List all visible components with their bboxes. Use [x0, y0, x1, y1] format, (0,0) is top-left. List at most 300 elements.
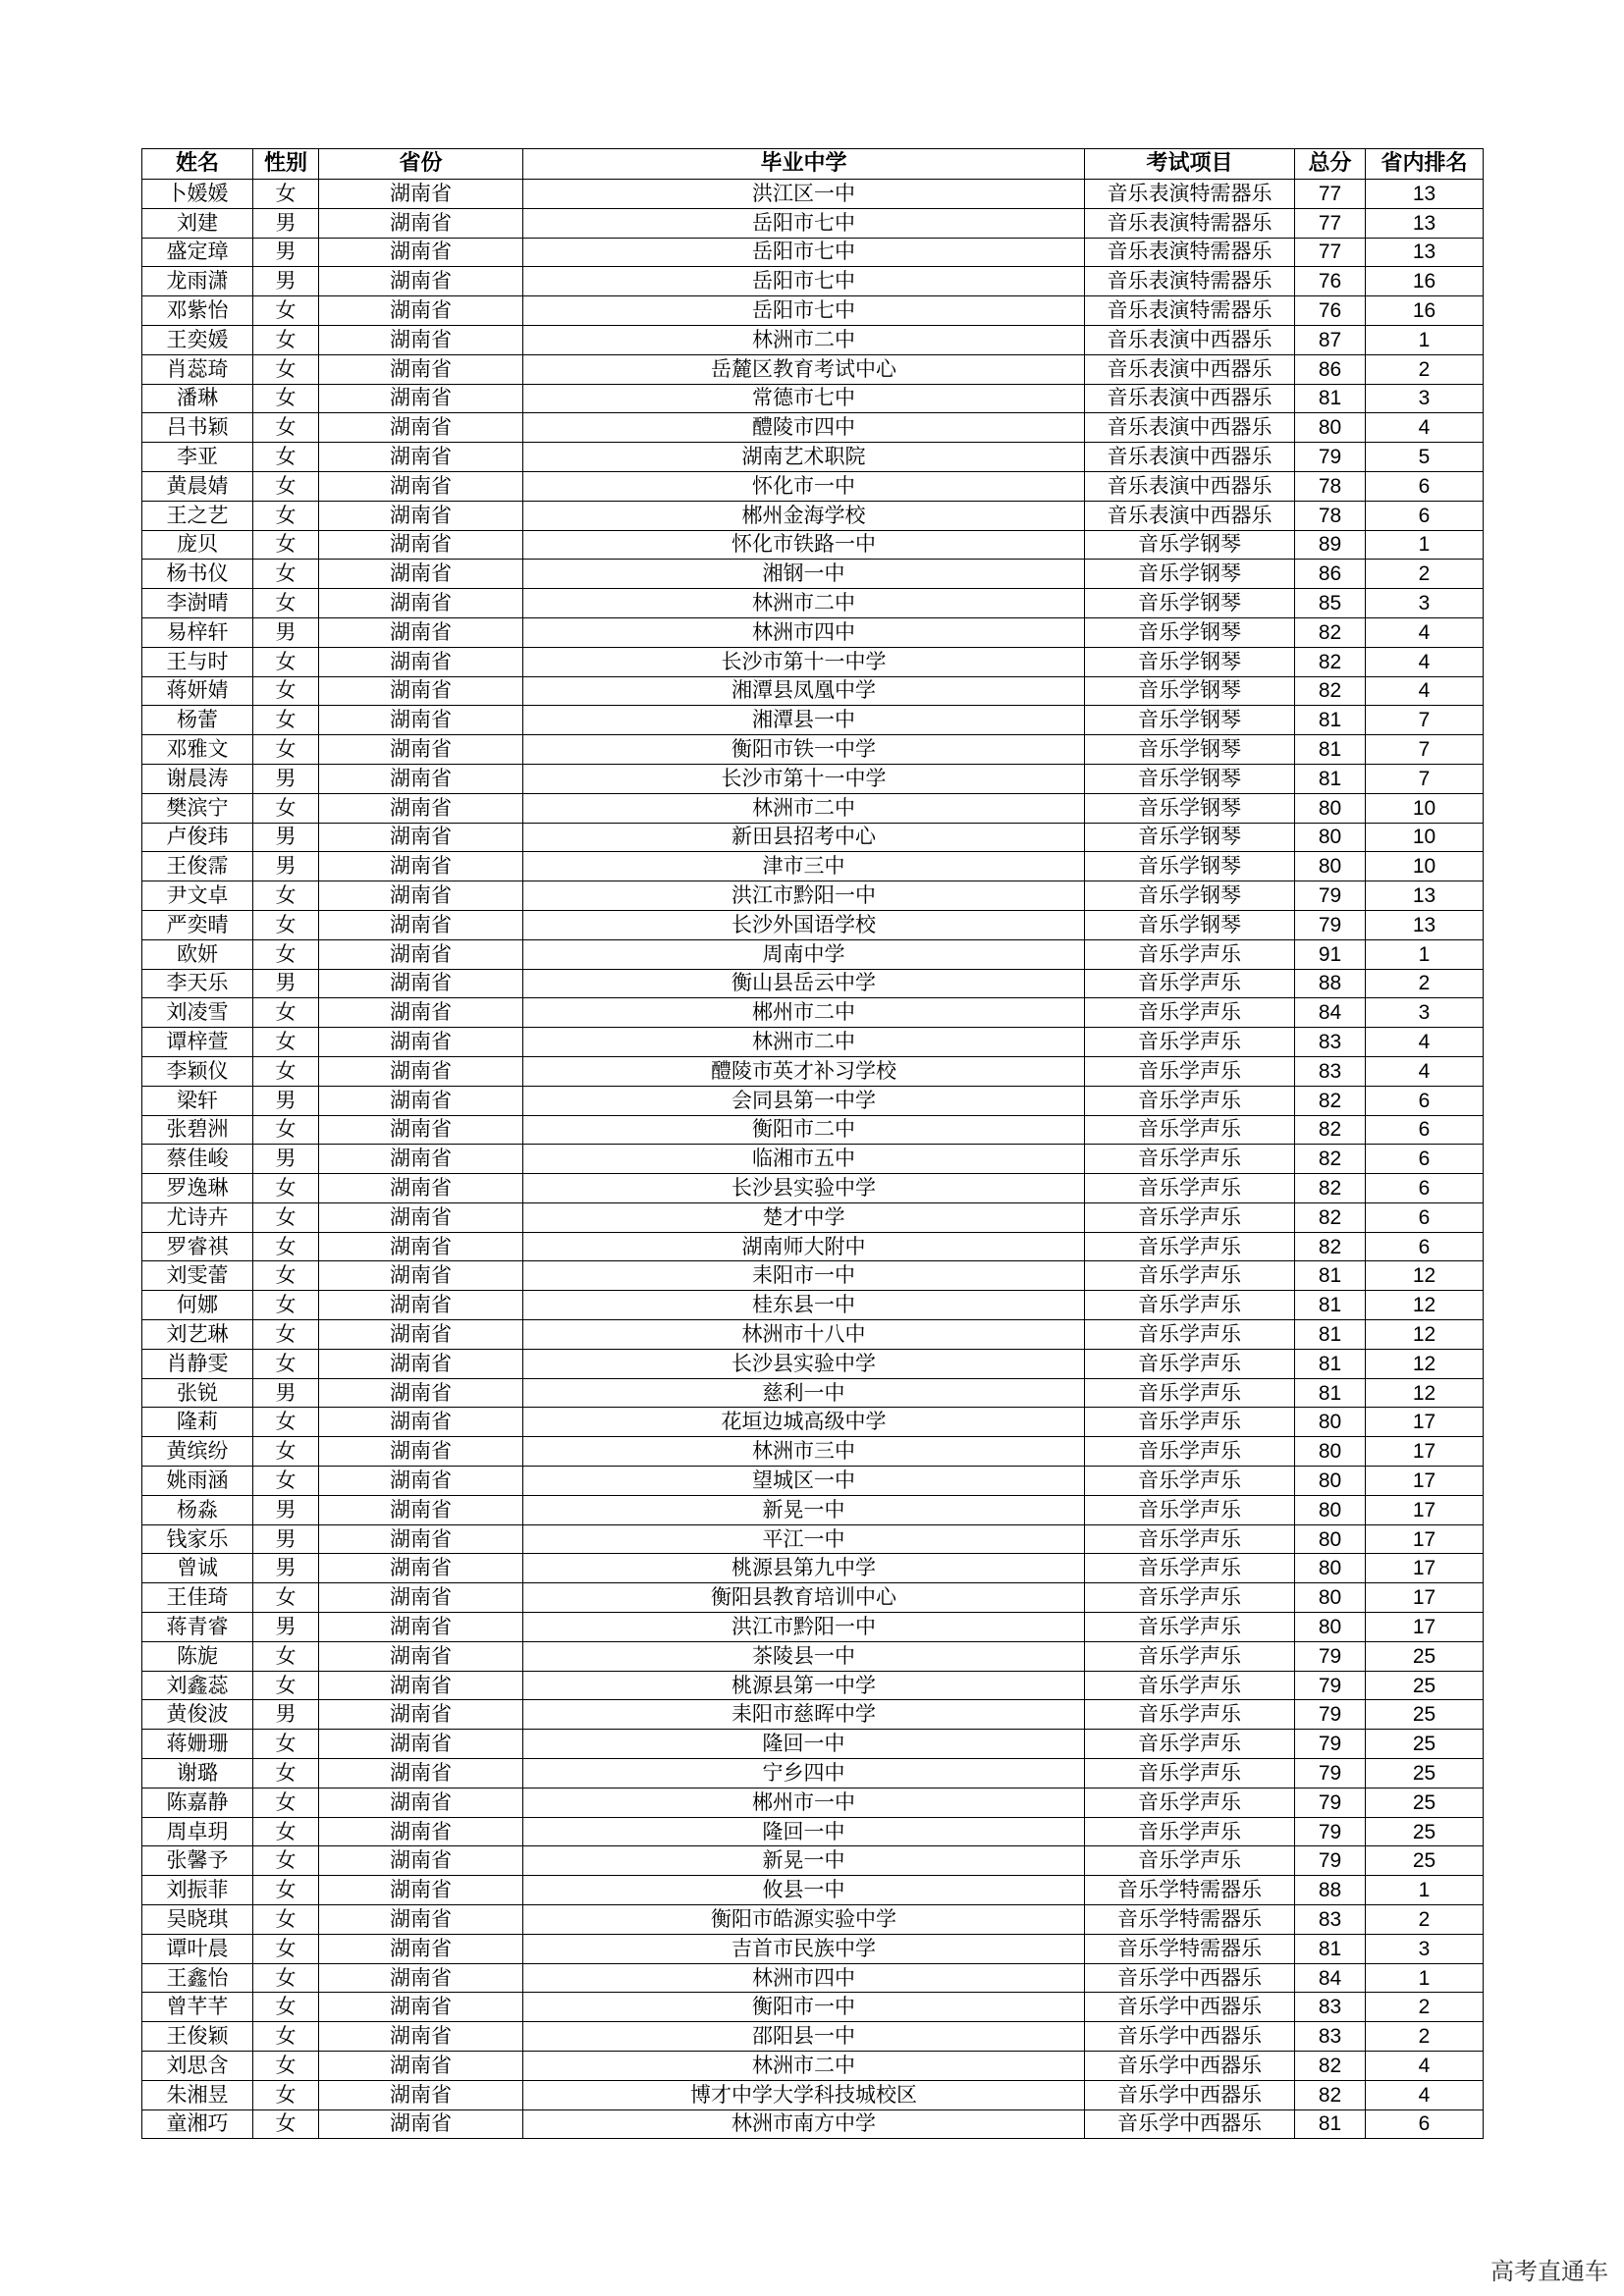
cell-score: 82: [1295, 1232, 1366, 1261]
cell-gender: 女: [253, 2022, 319, 2052]
cell-name: 邓紫怡: [142, 296, 253, 326]
table-row: [142, 998, 1484, 1028]
cell-name: 杨淼: [142, 1495, 253, 1524]
cell-name: 蒋妍婧: [142, 676, 253, 706]
cell-province: 湖南省: [319, 1583, 523, 1613]
cell-rank: 17: [1366, 1524, 1484, 1554]
cell-score: 82: [1295, 1145, 1366, 1174]
cell-school: 慈利一中: [523, 1378, 1085, 1408]
table-row: [142, 1261, 1484, 1291]
cell-exam-item: 音乐学声乐: [1085, 1788, 1295, 1817]
cell-exam-item: 音乐学中西器乐: [1085, 2080, 1295, 2109]
cell-rank: 12: [1366, 1261, 1484, 1291]
cell-name: 黄缤纷: [142, 1437, 253, 1467]
table-row: [142, 969, 1484, 998]
cell-province: 湖南省: [319, 647, 523, 676]
cell-score: 83: [1295, 1993, 1366, 2022]
cell-exam-item: 音乐学声乐: [1085, 1730, 1295, 1759]
table-row: [142, 1846, 1484, 1876]
cell-province: 湖南省: [319, 1467, 523, 1496]
cell-score: 81: [1295, 1378, 1366, 1408]
cell-school: 林洲市二中: [523, 325, 1085, 354]
cell-exam-item: 音乐表演中西器乐: [1085, 384, 1295, 413]
cell-gender: 男: [253, 1145, 319, 1174]
cell-gender: 女: [253, 325, 319, 354]
cell-school: 平江一中: [523, 1524, 1085, 1554]
cell-exam-item: 音乐学声乐: [1085, 1028, 1295, 1057]
table-row: [142, 1086, 1484, 1115]
cell-exam-item: 音乐学声乐: [1085, 1613, 1295, 1642]
cell-gender: 女: [253, 881, 319, 911]
cell-name: 邓雅文: [142, 735, 253, 765]
cell-rank: 25: [1366, 1641, 1484, 1671]
cell-exam-item: 音乐表演中西器乐: [1085, 471, 1295, 501]
cell-name: 曾诚: [142, 1554, 253, 1583]
cell-rank: 25: [1366, 1759, 1484, 1789]
cell-gender: 女: [253, 354, 319, 384]
cell-name: 罗逸琳: [142, 1174, 253, 1203]
cell-school: 郴州金海学校: [523, 501, 1085, 530]
cell-gender: 女: [253, 1730, 319, 1759]
header-province: 省份: [319, 149, 523, 180]
cell-province: 湖南省: [319, 180, 523, 209]
cell-name: 龙雨潇: [142, 267, 253, 296]
cell-exam-item: 音乐学特需器乐: [1085, 1876, 1295, 1905]
cell-province: 湖南省: [319, 1202, 523, 1232]
cell-rank: 4: [1366, 413, 1484, 443]
cell-score: 79: [1295, 1846, 1366, 1876]
cell-province: 湖南省: [319, 939, 523, 969]
cell-rank: 17: [1366, 1408, 1484, 1437]
cell-exam-item: 音乐学钢琴: [1085, 647, 1295, 676]
cell-exam-item: 音乐学中西器乐: [1085, 1993, 1295, 2022]
cell-province: 湖南省: [319, 764, 523, 793]
cell-score: 81: [1295, 1934, 1366, 1963]
header-school: 毕业中学: [523, 149, 1085, 180]
cell-rank: 16: [1366, 267, 1484, 296]
table-row: [142, 1378, 1484, 1408]
table-row: [142, 530, 1484, 560]
cell-province: 湖南省: [319, 1291, 523, 1320]
cell-exam-item: 音乐学声乐: [1085, 1437, 1295, 1467]
table-row: [142, 1467, 1484, 1496]
cell-gender: 女: [253, 560, 319, 589]
cell-gender: 女: [253, 2109, 319, 2139]
cell-province: 湖南省: [319, 443, 523, 472]
cell-school: 岳阳市七中: [523, 267, 1085, 296]
cell-score: 81: [1295, 1261, 1366, 1291]
cell-rank: 13: [1366, 881, 1484, 911]
table-row: [142, 706, 1484, 735]
table-row: [142, 1437, 1484, 1467]
cell-gender: 男: [253, 1524, 319, 1554]
cell-school: 临湘市五中: [523, 1145, 1085, 1174]
cell-name: 杨书仪: [142, 560, 253, 589]
table-row: [142, 471, 1484, 501]
cell-score: 80: [1295, 1554, 1366, 1583]
cell-exam-item: 音乐学声乐: [1085, 1115, 1295, 1145]
cell-school: 林洲市二中: [523, 1028, 1085, 1057]
cell-province: 湖南省: [319, 1934, 523, 1963]
cell-school: 林洲市二中: [523, 793, 1085, 823]
cell-score: 82: [1295, 1174, 1366, 1203]
cell-exam-item: 音乐学声乐: [1085, 1846, 1295, 1876]
cell-exam-item: 音乐学声乐: [1085, 939, 1295, 969]
cell-province: 湖南省: [319, 1495, 523, 1524]
cell-school: 湖南师大附中: [523, 1232, 1085, 1261]
cell-name: 谭梓萱: [142, 1028, 253, 1057]
cell-rank: 4: [1366, 1028, 1484, 1057]
cell-province: 湖南省: [319, 910, 523, 939]
table-row: [142, 617, 1484, 647]
cell-rank: 2: [1366, 1993, 1484, 2022]
cell-school: 岳阳市七中: [523, 208, 1085, 238]
cell-score: 83: [1295, 1028, 1366, 1057]
cell-score: 79: [1295, 910, 1366, 939]
cell-name: 刘鑫蕊: [142, 1671, 253, 1700]
cell-score: 88: [1295, 969, 1366, 998]
cell-gender: 女: [253, 1320, 319, 1350]
cell-score: 84: [1295, 998, 1366, 1028]
cell-school: 湘潭县凤凰中学: [523, 676, 1085, 706]
cell-name: 蒋姗珊: [142, 1730, 253, 1759]
cell-score: 77: [1295, 180, 1366, 209]
cell-school: 林洲市三中: [523, 1437, 1085, 1467]
cell-name: 王鑫怡: [142, 1963, 253, 1993]
cell-school: 新晃一中: [523, 1495, 1085, 1524]
cell-name: 吕书颖: [142, 413, 253, 443]
cell-rank: 10: [1366, 823, 1484, 852]
cell-province: 湖南省: [319, 208, 523, 238]
cell-rank: 6: [1366, 1086, 1484, 1115]
cell-exam-item: 音乐学声乐: [1085, 1671, 1295, 1700]
cell-score: 77: [1295, 238, 1366, 267]
cell-score: 81: [1295, 735, 1366, 765]
cell-school: 长沙外国语学校: [523, 910, 1085, 939]
cell-gender: 男: [253, 208, 319, 238]
cell-exam-item: 音乐表演特需器乐: [1085, 296, 1295, 326]
cell-score: 81: [1295, 1320, 1366, 1350]
table-row: [142, 1320, 1484, 1350]
cell-exam-item: 音乐学声乐: [1085, 998, 1295, 1028]
cell-rank: 17: [1366, 1437, 1484, 1467]
cell-name: 王与时: [142, 647, 253, 676]
cell-rank: 6: [1366, 2109, 1484, 2139]
cell-name: 王之艺: [142, 501, 253, 530]
cell-province: 湖南省: [319, 2052, 523, 2081]
cell-school: 博才中学大学科技城校区: [523, 2080, 1085, 2109]
cell-rank: 12: [1366, 1378, 1484, 1408]
cell-school: 耒阳市慈晖中学: [523, 1700, 1085, 1730]
cell-exam-item: 音乐学钢琴: [1085, 852, 1295, 881]
cell-gender: 男: [253, 238, 319, 267]
cell-rank: 4: [1366, 676, 1484, 706]
cell-exam-item: 音乐学声乐: [1085, 1056, 1295, 1086]
cell-score: 86: [1295, 354, 1366, 384]
cell-rank: 12: [1366, 1291, 1484, 1320]
cell-rank: 10: [1366, 852, 1484, 881]
cell-score: 77: [1295, 208, 1366, 238]
cell-gender: 男: [253, 764, 319, 793]
cell-school: 望城区一中: [523, 1467, 1085, 1496]
cell-score: 80: [1295, 823, 1366, 852]
cell-province: 湖南省: [319, 1554, 523, 1583]
cell-exam-item: 音乐学声乐: [1085, 1291, 1295, 1320]
cell-gender: 女: [253, 1759, 319, 1789]
cell-name: 易梓轩: [142, 617, 253, 647]
cell-exam-item: 音乐表演特需器乐: [1085, 267, 1295, 296]
cell-rank: 13: [1366, 180, 1484, 209]
table-row: [142, 1788, 1484, 1817]
cell-name: 陈旎: [142, 1641, 253, 1671]
cell-score: 83: [1295, 2022, 1366, 2052]
table-row: [142, 1993, 1484, 2022]
cell-score: 81: [1295, 2109, 1366, 2139]
cell-province: 湖南省: [319, 1320, 523, 1350]
cell-score: 76: [1295, 296, 1366, 326]
cell-rank: 10: [1366, 793, 1484, 823]
table-row: [142, 2080, 1484, 2109]
cell-rank: 13: [1366, 910, 1484, 939]
cell-province: 湖南省: [319, 1876, 523, 1905]
cell-province: 湖南省: [319, 384, 523, 413]
cell-rank: 6: [1366, 1202, 1484, 1232]
cell-exam-item: 音乐学声乐: [1085, 1349, 1295, 1378]
cell-gender: 男: [253, 1495, 319, 1524]
cell-score: 81: [1295, 384, 1366, 413]
table-row: [142, 1934, 1484, 1963]
cell-score: 78: [1295, 471, 1366, 501]
cell-province: 湖南省: [319, 1232, 523, 1261]
cell-school: 衡阳市铁一中学: [523, 735, 1085, 765]
cell-name: 何娜: [142, 1291, 253, 1320]
cell-school: 花垣边城高级中学: [523, 1408, 1085, 1437]
cell-score: 76: [1295, 267, 1366, 296]
cell-score: 79: [1295, 1817, 1366, 1846]
cell-school: 洪江区一中: [523, 180, 1085, 209]
cell-exam-item: 音乐学钢琴: [1085, 735, 1295, 765]
cell-exam-item: 音乐学声乐: [1085, 1467, 1295, 1496]
table-row: [142, 1730, 1484, 1759]
cell-rank: 6: [1366, 471, 1484, 501]
cell-gender: 男: [253, 1554, 319, 1583]
table-row: [142, 180, 1484, 209]
cell-school: 岳麓区教育考试中心: [523, 354, 1085, 384]
table-row: [142, 1905, 1484, 1935]
table-row: [142, 2109, 1484, 2139]
table-row: [142, 1613, 1484, 1642]
table-row: [142, 676, 1484, 706]
table-row: [142, 647, 1484, 676]
cell-school: 衡阳市一中: [523, 1993, 1085, 2022]
cell-province: 湖南省: [319, 969, 523, 998]
cell-province: 湖南省: [319, 1671, 523, 1700]
cell-gender: 女: [253, 471, 319, 501]
cell-school: 醴陵市四中: [523, 413, 1085, 443]
cell-rank: 1: [1366, 1963, 1484, 1993]
cell-score: 78: [1295, 501, 1366, 530]
cell-gender: 女: [253, 1467, 319, 1496]
cell-rank: 5: [1366, 443, 1484, 472]
cell-score: 83: [1295, 1056, 1366, 1086]
cell-exam-item: 音乐表演中西器乐: [1085, 443, 1295, 472]
cell-school: 长沙县实验中学: [523, 1349, 1085, 1378]
cell-exam-item: 音乐学钢琴: [1085, 617, 1295, 647]
cell-name: 李亚: [142, 443, 253, 472]
cell-school: 隆回一中: [523, 1730, 1085, 1759]
cell-name: 王奕媛: [142, 325, 253, 354]
cell-gender: 女: [253, 1876, 319, 1905]
cell-province: 湖南省: [319, 471, 523, 501]
cell-gender: 女: [253, 1993, 319, 2022]
cell-score: 79: [1295, 1730, 1366, 1759]
cell-school: 郴州市一中: [523, 1788, 1085, 1817]
cell-school: 长沙市第十一中学: [523, 764, 1085, 793]
cell-name: 刘凌雪: [142, 998, 253, 1028]
cell-name: 梁轩: [142, 1086, 253, 1115]
cell-score: 80: [1295, 793, 1366, 823]
cell-name: 黄晨婧: [142, 471, 253, 501]
cell-score: 82: [1295, 2080, 1366, 2109]
cell-school: 岳阳市七中: [523, 238, 1085, 267]
cell-gender: 女: [253, 1056, 319, 1086]
cell-province: 湖南省: [319, 238, 523, 267]
cell-name: 周卓玥: [142, 1817, 253, 1846]
cell-name: 陈嘉静: [142, 1788, 253, 1817]
cell-province: 湖南省: [319, 2109, 523, 2139]
cell-name: 刘雯蕾: [142, 1261, 253, 1291]
cell-rank: 2: [1366, 969, 1484, 998]
cell-school: 会同县第一中学: [523, 1086, 1085, 1115]
table-row: [142, 1408, 1484, 1437]
cell-rank: 17: [1366, 1583, 1484, 1613]
cell-exam-item: 音乐学声乐: [1085, 1495, 1295, 1524]
table-row: [142, 1495, 1484, 1524]
cell-school: 林洲市二中: [523, 589, 1085, 618]
cell-gender: 女: [253, 1671, 319, 1700]
cell-score: 83: [1295, 1905, 1366, 1935]
cell-exam-item: 音乐学钢琴: [1085, 676, 1295, 706]
header-score: 总分: [1295, 149, 1366, 180]
cell-gender: 女: [253, 501, 319, 530]
table-row: [142, 1641, 1484, 1671]
cell-school: 怀化市铁路一中: [523, 530, 1085, 560]
cell-gender: 女: [253, 793, 319, 823]
cell-exam-item: 音乐学钢琴: [1085, 823, 1295, 852]
cell-name: 童湘巧: [142, 2109, 253, 2139]
cell-exam-item: 音乐学中西器乐: [1085, 2022, 1295, 2052]
table-row: [142, 1202, 1484, 1232]
cell-rank: 1: [1366, 325, 1484, 354]
cell-province: 湖南省: [319, 2022, 523, 2052]
table-row: [142, 2052, 1484, 2081]
cell-score: 80: [1295, 1495, 1366, 1524]
cell-exam-item: 音乐学中西器乐: [1085, 2109, 1295, 2139]
cell-school: 湘钢一中: [523, 560, 1085, 589]
cell-school: 宁乡四中: [523, 1759, 1085, 1789]
cell-province: 湖南省: [319, 1086, 523, 1115]
table-row: [142, 2022, 1484, 2052]
cell-school: 湘潭县一中: [523, 706, 1085, 735]
table-row: [142, 325, 1484, 354]
cell-name: 刘艺琳: [142, 1320, 253, 1350]
cell-province: 湖南省: [319, 589, 523, 618]
cell-province: 湖南省: [319, 501, 523, 530]
cell-school: 攸县一中: [523, 1876, 1085, 1905]
cell-score: 81: [1295, 706, 1366, 735]
cell-rank: 1: [1366, 530, 1484, 560]
cell-name: 李澍晴: [142, 589, 253, 618]
cell-school: 耒阳市一中: [523, 1261, 1085, 1291]
cell-gender: 男: [253, 267, 319, 296]
cell-province: 湖南省: [319, 296, 523, 326]
cell-exam-item: 音乐学声乐: [1085, 969, 1295, 998]
cell-exam-item: 音乐学钢琴: [1085, 706, 1295, 735]
cell-rank: 6: [1366, 1232, 1484, 1261]
cell-name: 曾芊芊: [142, 1993, 253, 2022]
cell-gender: 女: [253, 735, 319, 765]
cell-province: 湖南省: [319, 617, 523, 647]
cell-province: 湖南省: [319, 354, 523, 384]
cell-score: 82: [1295, 1202, 1366, 1232]
cell-name: 朱湘昱: [142, 2080, 253, 2109]
cell-rank: 16: [1366, 296, 1484, 326]
table-row: [142, 413, 1484, 443]
table-row: [142, 1524, 1484, 1554]
cell-exam-item: 音乐学声乐: [1085, 1408, 1295, 1437]
cell-score: 89: [1295, 530, 1366, 560]
cell-gender: 女: [253, 384, 319, 413]
cell-score: 79: [1295, 1671, 1366, 1700]
cell-gender: 女: [253, 2080, 319, 2109]
cell-score: 80: [1295, 1583, 1366, 1613]
cell-school: 林洲市十八中: [523, 1320, 1085, 1350]
cell-name: 王俊霈: [142, 852, 253, 881]
cell-gender: 女: [253, 1963, 319, 1993]
cell-school: 郴州市二中: [523, 998, 1085, 1028]
cell-rank: 2: [1366, 354, 1484, 384]
cell-name: 李颖仪: [142, 1056, 253, 1086]
cell-name: 刘建: [142, 208, 253, 238]
cell-school: 隆回一中: [523, 1817, 1085, 1846]
table-row: [142, 881, 1484, 911]
cell-school: 新田县招考中心: [523, 823, 1085, 852]
cell-score: 81: [1295, 764, 1366, 793]
cell-score: 85: [1295, 589, 1366, 618]
cell-name: 刘思含: [142, 2052, 253, 2081]
cell-name: 盛定璋: [142, 238, 253, 267]
table-row: [142, 1554, 1484, 1583]
header-exam-item: 考试项目: [1085, 149, 1295, 180]
cell-school: 吉首市民族中学: [523, 1934, 1085, 1963]
cell-exam-item: 音乐表演特需器乐: [1085, 180, 1295, 209]
table-row: [142, 764, 1484, 793]
cell-exam-item: 音乐学声乐: [1085, 1232, 1295, 1261]
cell-exam-item: 音乐学钢琴: [1085, 560, 1295, 589]
table-row: [142, 1349, 1484, 1378]
cell-school: 林洲市南方中学: [523, 2109, 1085, 2139]
cell-gender: 女: [253, 2052, 319, 2081]
cell-score: 82: [1295, 676, 1366, 706]
table-row: [142, 296, 1484, 326]
cell-name: 卜媛媛: [142, 180, 253, 209]
cell-school: 洪江市黔阳一中: [523, 881, 1085, 911]
table-row: [142, 1583, 1484, 1613]
cell-province: 湖南省: [319, 676, 523, 706]
cell-gender: 女: [253, 647, 319, 676]
cell-province: 湖南省: [319, 1846, 523, 1876]
cell-score: 87: [1295, 325, 1366, 354]
